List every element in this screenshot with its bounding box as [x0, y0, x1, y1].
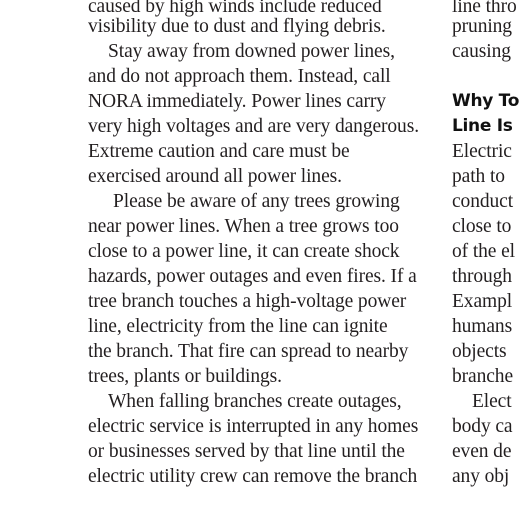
text-line: electric service is interrupted in any homes: [88, 416, 419, 437]
text-line: Electric: [452, 141, 512, 162]
section-heading: Why To: [452, 91, 519, 111]
text-line: humans: [452, 316, 513, 337]
text-line: close to a power line, it can create shock: [88, 241, 400, 262]
text-line: Stay away from downed power lines,: [108, 41, 395, 62]
text-line: the branch. That fire can spread to nearby: [88, 341, 409, 362]
text-line: Extreme caution and care must be: [88, 141, 350, 162]
text-line: pruning: [452, 16, 512, 37]
text-line: trees, plants or buildings.: [88, 366, 282, 387]
text-line: even de: [452, 441, 512, 462]
text-line: caused by high winds include reduced: [88, 0, 382, 17]
text-line: or businesses served by that line until the: [88, 441, 405, 462]
text-line: When falling branches create outages,: [108, 391, 402, 412]
text-line: tree branch touches a high-voltage power: [88, 291, 407, 312]
text-line: body ca: [452, 416, 513, 437]
text-line: branche: [452, 366, 514, 387]
text-line: hazards, power outages and even fires. If a: [88, 266, 417, 287]
section-heading: Line Is: [452, 116, 513, 136]
text-line: Please be aware of any trees growing: [113, 191, 400, 212]
text-line: electric utility crew can remove the branch: [88, 466, 418, 487]
text-line: very high voltages and are very dangerous.: [88, 116, 419, 137]
text-line: visibility due to dust and flying debris.: [88, 16, 386, 37]
text-line: and do not approach them. Instead, call: [88, 66, 391, 87]
text-line: NORA immediately. Power lines carry: [88, 91, 386, 112]
text-line: near power lines. When a tree grows too: [88, 216, 399, 237]
text-line: through: [452, 266, 512, 287]
text-line: line, electricity from the line can ignite: [88, 316, 388, 337]
text-line: objects: [452, 341, 507, 362]
text-line: Exampl: [452, 291, 513, 312]
text-line: path to: [452, 166, 505, 187]
text-line: of the el: [452, 241, 515, 262]
text-line: close to: [452, 216, 512, 237]
text-line: line thro: [452, 0, 517, 17]
text-line: conduct: [452, 191, 514, 212]
text-line: any obj: [452, 466, 510, 487]
text-line: Elect: [472, 391, 512, 412]
text-line: causing: [452, 41, 511, 62]
text-line: exercised around all power lines.: [88, 166, 342, 187]
